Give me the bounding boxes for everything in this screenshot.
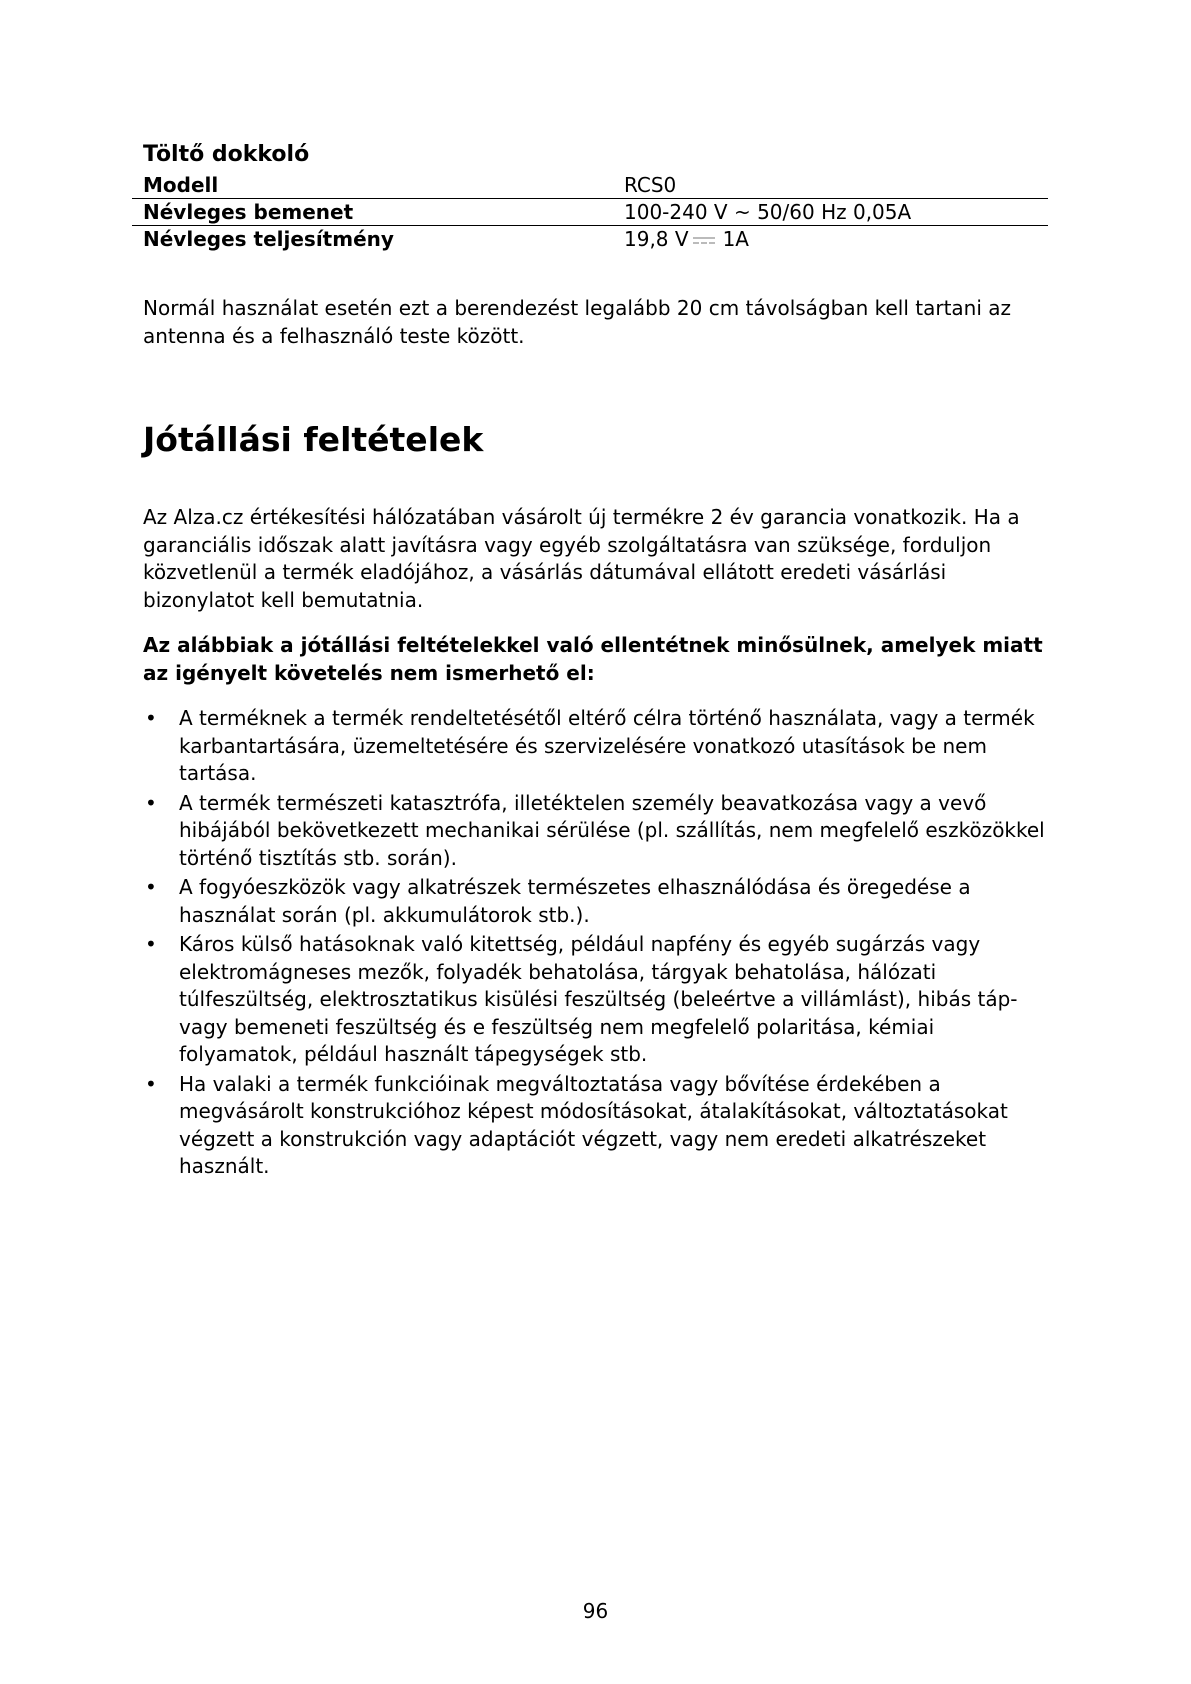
list-item-text: A termék természeti katasztrófa, illetéktelen személy beavatkozása vagy a vevő hibájából bekövetkezett mechanikai sérülése (pl. szállítás, nem megfelelő eszközökkel történő tisztítás stb. során). <box>179 790 1045 870</box>
bullet-icon: • <box>145 790 157 815</box>
spec-label-rated-output: Névleges teljesítmény <box>143 227 394 251</box>
table-row <box>132 226 1048 253</box>
warranty-exclusions-list <box>143 705 1048 1183</box>
bullet-icon: • <box>145 932 157 956</box>
bullet-icon: • <box>145 1071 157 1096</box>
bullet-icon: • <box>145 875 157 899</box>
bullet-icon: • <box>145 706 157 730</box>
spec-value-model: RCS0 <box>613 172 1048 199</box>
table-row <box>132 172 1048 199</box>
warranty-heading: Jótállási feltételek <box>143 420 484 459</box>
list-item-text: Ha valaki a termék funkcióinak megváltoztatása vagy bővítése érdekében a megvásárolt konstrukcióhoz képest módosításokat, átalakításokat, változtatásokat végzett a konstrukción vagy adaptációt végzett, vagy nem eredeti alkatrészeket használt. <box>179 1071 1008 1178</box>
list-item <box>143 790 1048 873</box>
spec-table <box>132 172 1048 252</box>
spec-value-rated-output <box>613 226 1048 253</box>
spec-value-rated-input: 100-240 V ~ 50/60 Hz 0,05A <box>613 199 1048 226</box>
table-row <box>132 199 1048 226</box>
list-item-text: A fogyóeszközök vagy alkatrészek természetes elhasználódása és öregedése a használat során (pl. akkumulátorok stb.). <box>179 875 971 927</box>
direct-current-icon <box>693 236 715 246</box>
spec-section-title: Töltő dokkoló <box>143 142 310 167</box>
distance-note: Normál használat esetén ezt a berendezést legalább 20 cm távolságban kell tartani az antenna és a felhasználó teste között. <box>143 296 1012 348</box>
spec-value-rated-output-current: 1A <box>722 227 749 251</box>
warranty-intro: Az Alza.cz értékesítési hálózatában vásárolt új termékre 2 év garancia vonatkozik. Ha a garanciális időszak alatt javításra vagy egyéb szolgáltatásra van szüksége, forduljon közvetlenül a termék eladójához, a vásárlás dátumával ellátott eredeti vásárlási bizonylatot kell bemutatnia. <box>143 505 1020 612</box>
spec-label-model: Modell <box>132 172 613 199</box>
list-item-text: Káros külső hatásoknak való kitettség, például napfény és egyéb sugárzás vagy elektromágneses mezők, folyadék behatolása, tárgyak behatolása, hálózati túlfeszültség, elektrosztatikus kisülési feszültség (beleértve a villámlást), hibás táp- vagy bemeneti feszültség és e feszültség nem megfelelő polaritása, kémiai folyamatok, például használt tápegységek stb. <box>179 932 1018 1066</box>
spec-label-rated-input: Névleges bemenet <box>132 199 613 226</box>
list-item-text: A terméknek a termék rendeltetésétől eltérő célra történő használata, vagy a termék karbantartására, üzemeltetésére és szervizelésére vonatkozó utasítások be nem tartása. <box>179 706 1035 785</box>
list-item <box>143 931 1048 1069</box>
warranty-exclusions-heading: Az alábbiak a jótállási feltételekkel való ellentétnek minősülnek, amelyek miatt az igényelt követelés nem ismerhető el: <box>143 633 1043 685</box>
list-item <box>143 705 1048 788</box>
list-item <box>143 874 1048 929</box>
list-item <box>143 1071 1048 1181</box>
spec-value-rated-output-voltage: 19,8 V <box>624 227 689 251</box>
page-number: 96 <box>582 1599 609 1623</box>
